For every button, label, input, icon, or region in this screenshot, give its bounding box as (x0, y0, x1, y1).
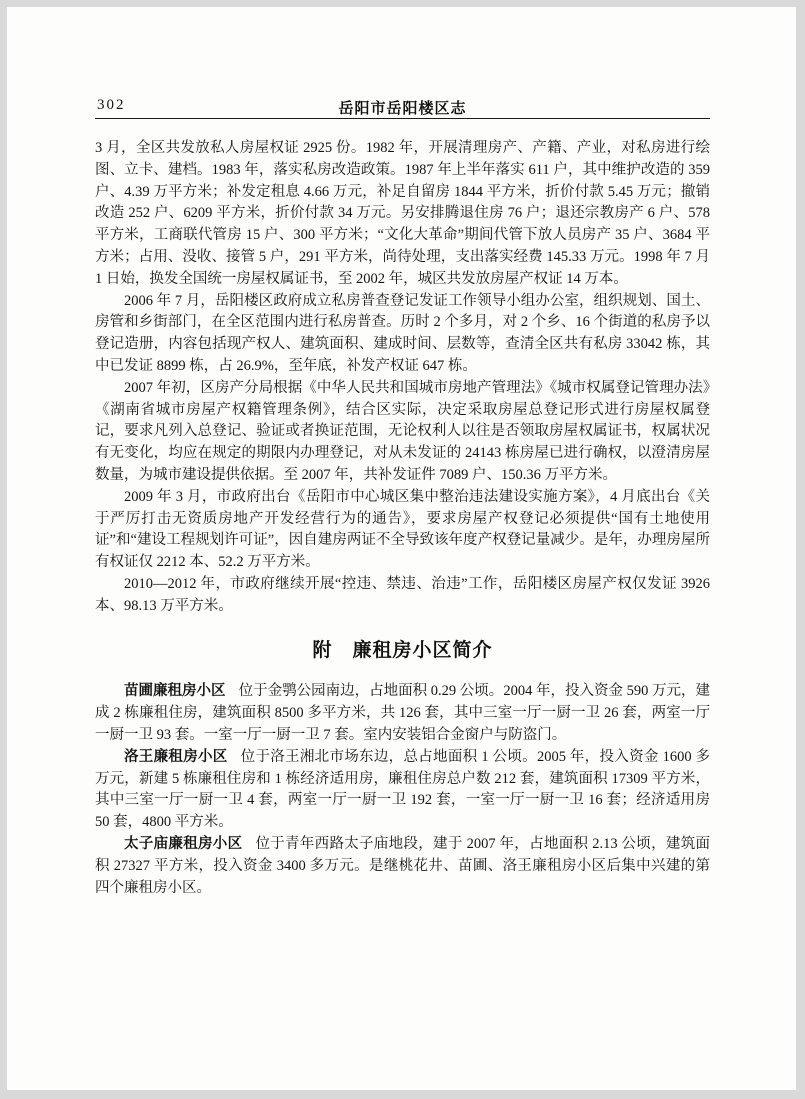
page-number: 302 (97, 97, 126, 113)
entry (95, 747, 710, 834)
paragraph: 2010—2012 年，市政府继续开展“控违、禁违、治违”工作，岳阳楼区房屋产权仅发证 3926 本、98.13 万平方米。 (95, 575, 710, 614)
section-title: 附 廉租房小区简介 (312, 639, 493, 661)
page-header (95, 97, 710, 119)
entry-name: 洛王廉租房小区 (124, 748, 228, 765)
book-page (7, 7, 796, 1090)
body-text (95, 138, 710, 899)
entry (95, 681, 710, 746)
entry-text: 位于青年西路太子庙地段，建于 2007 年，占地面积 2.13 公顷，建筑面积 27327 平方米，投入资金 3400 多万元。是继桃花井、苗圃、洛王廉租房小区后集中兴建的第四个廉租房小区。 (95, 835, 711, 896)
page-content (95, 97, 710, 899)
entry-text: 位于洛王湘北市场东边，总占地面积 1 公顷。2005 年，投入资金 1600 多万元，新建 5 栋廉租住房和 1 栋经济适用房，廉租住房总户数 212 套，建筑面积 17309 平方米，其中三室一厅一厨一卫 4 套，两室一厅一厨一卫 192 套，一室一厅一厨一卫 16 套；经济适用房 50 套，4800 平方米。 (95, 748, 711, 831)
paragraph: 2007 年初，区房产分局根据《中华人民共和国城市房地产管理法》《城市权属登记管理办法》《湖南省城市房屋产权籍管理条例》，结合区实际，决定采取房屋总登记形式进行房屋权属登记，要求凡列入总登记、验证或者换证范围，无论权利人以往是否领取房屋权属证书，权属状况有无变化，均应在规定的期限内办理登记，对从未发证的 24143 栋房屋已进行确权，以澄清房屋数量，为城市建设提供依据。至 2007 年，共补发证件 7089 户、150.36 万平方米。 (95, 379, 710, 483)
paragraph: 2006 年 7 月，岳阳楼区政府成立私房普查登记发证工作领导小组办公室，组织规划、国土、房管和乡街部门，在全区范围内进行私房普查。历时 2 个多月，对 2 个乡、16 个街道的私房予以登记造册，内容包括现产权人、建筑面积、建成时间、层数等，查清全区共有私房 33042 栋，其中已发证 8899 栋，占 26.9%，至年底，补发产权证 647 栋。 (95, 292, 710, 374)
entry-name: 苗圃廉租房小区 (124, 683, 226, 700)
entry-name: 太子庙廉租房小区 (124, 835, 243, 852)
entry-text: 位于金鹗公园南边，占地面积 0.29 公顷。2004 年，投入资金 590 万元，建成 2 栋廉租住房，建筑面积 8500 多平方米，共 126 套，其中三室一厅一厨一卫 26 套，两室一厅一厨一卫 93 套。一室一厅一厨一卫 7 套。室内安装铝合金窗户与防盗门。 (95, 683, 711, 743)
paragraph: 2009 年 3 月，市政府出台《岳阳市中心城区集中整治违法建设实施方案》，4 月底出台《关于严厉打击无资质房地产开发经营行为的通告》，要求房屋产权登记必须提供“国有土地使用证”和“建设工程规划许可证”，因自建房两证不全导致该年度产权登记量减少。是年，办理房屋所有权证仅 2212 本、52.2 万平方米。 (95, 488, 710, 571)
book-title: 岳阳市岳阳楼区志 (338, 101, 467, 117)
entry (95, 834, 710, 899)
paragraph-continuation: 3 月，全区共发放私人房屋权证 2925 份。1982 年，开展清理房产、产籍、产业，对私房进行绘图、立卡、建档。1983 年，落实私房改造政策。1987 年上半年落实 611 户，其中维护改造的 359 户、4.39 万平方米；补发定租息 4.66 万元，补足自留房 1844 平方米，折价付款 5.45 万元；撤销改造 252 户、6209 平方米，折价付款 34 万元。另安排腾退住房 76 户；退还宗教房产 6 户、578 平方米，工商联代管房 15 户、300 平方米；“文化大革命”期间代管下放人员房产 35 户、3684 平方米；占用、没收、接管 5 户，291 平方米，尚待处理，支出落实经费 145.33 万元。1998 年 7 月 1 日始，换发全国统一房屋权属证书，至 2002 年，城区共发放房屋产权证 14 万本。 (95, 140, 710, 287)
